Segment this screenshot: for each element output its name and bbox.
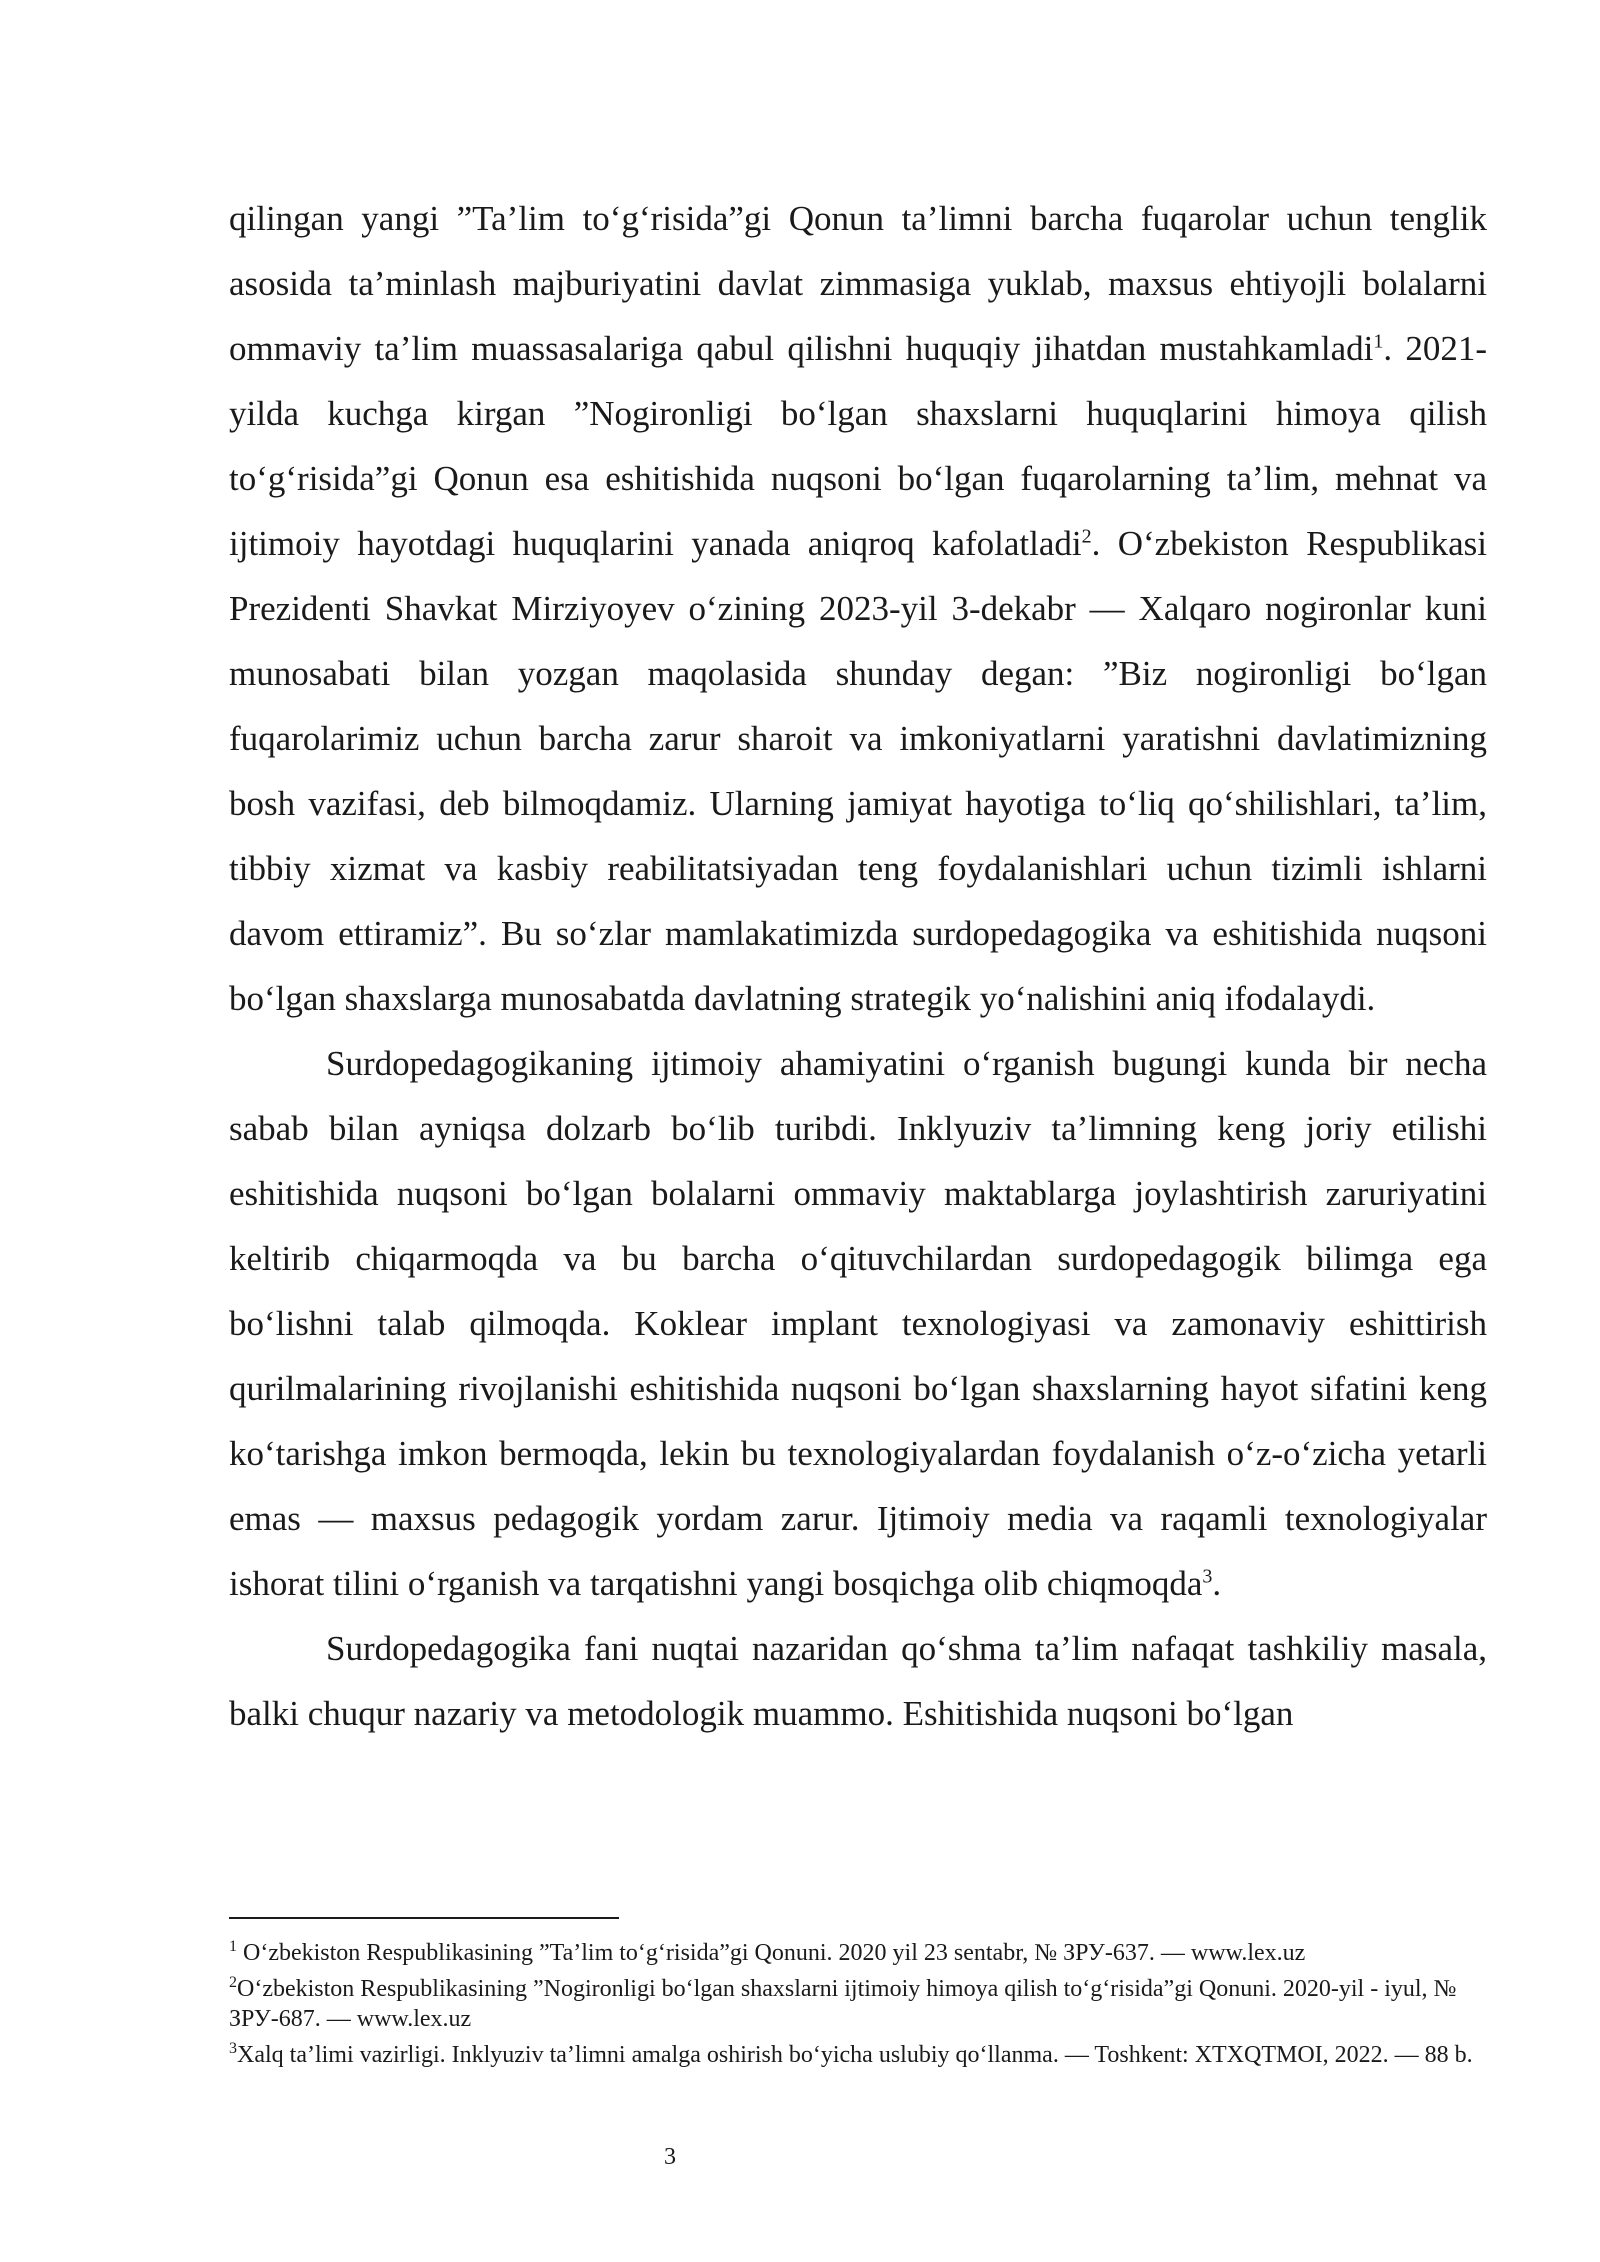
footnote-text-3: Xalq ta’limi vazirligi. Inklyuziv ta’limni amalga oshirish bo‘yicha uslubiy qo‘llanma. — Toshkent: XTXQTMOI, 2022. — 88 b. (237, 2042, 1473, 2068)
footnote-ref-1[interactable]: 1 (1373, 330, 1384, 353)
footnote-text-2: O‘zbekiston Respublikasining ”Nogironligi bo‘lgan shaxslarni ijtimoiy himoya qilish to‘g‘risida”gi Qonuni. 2020-yil - iyul, № ЗРУ-687. — www.lex.uz (229, 1976, 1457, 2032)
footnote-2 (229, 1974, 1487, 2034)
footnote-separator (229, 1917, 619, 1919)
footnote-ref-3[interactable]: 3 (1202, 1565, 1213, 1588)
paragraph-2-text-2: . (1212, 1564, 1222, 1603)
footnote-marker-1: 1 (229, 1938, 237, 1955)
footnote-marker-3: 3 (229, 2040, 237, 2057)
paragraph-2 (229, 1031, 1487, 1616)
page-number: 3 (664, 2144, 676, 2170)
footnote-marker-2: 2 (229, 1974, 237, 1991)
footnote-ref-2[interactable]: 2 (1081, 525, 1092, 548)
footnote-3 (229, 2040, 1487, 2070)
footnotes (229, 1938, 1487, 2076)
body-text (229, 186, 1487, 1746)
paragraph-3 (229, 1616, 1487, 1746)
paragraph-1 (229, 186, 1487, 1031)
paragraph-2-text-1: Surdopedagogikaning ijtimoiy ahamiyatini o‘rganish bugungi kunda bir necha sabab bilan ayniqsa dolzarb bo‘lib turibdi. Inklyuziv ta’limning keng joriy etilishi eshitishida nuqsoni bo‘lgan bolalarni ommaviy maktablarga joylashtirish zaruriyatini keltirib chiqarmoqda va bu barcha o‘qituvchilardan surdopedagogik bilimga ega bo‘lishni talab qilmoqda. Koklear implant texnologiyasi va zamonaviy eshittirish qurilmalarining rivojlanishi eshitishida nuqsoni bo‘lgan shaxslarning hayot sifatini keng ko‘tarishga imkon bermoqda, lekin bu texnologiyalardan foydalanish o‘z-o‘zicha yetarli emas — maxsus pedagogik yordam zarur. Ijtimoiy media va raqamli texnologiyalar ishorat tilini o‘rganish va tarqatishni yangi bosqichga olib chiqmoqda (229, 1044, 1487, 1603)
paragraph-1-text-3: . O‘zbekiston Respublikasi Prezidenti Shavkat Mirziyoyev o‘zining 2023-yil 3-dekabr — Xalqaro nogironlar kuni munosabati bilan yozgan maqolasida shunday degan: ”Biz nogironligi bo‘lgan fuqarolarimiz uchun barcha zarur sharoit va imkoniyatlarni yaratishni davlatimizning bosh vazifasi, deb bilmoqdamiz. Ularning jamiyat hayotiga to‘liq qo‘shilishlari, ta’lim, tibbiy xizmat va kasbiy reabilitatsiyadan teng foydalanishlari uchun tizimli ishlarni davom ettiramiz”. Bu so‘zlar mamlakatimizda surdopedagogika va eshitishida nuqsoni bo‘lgan shaxslarga munosabatda davlatning strategik yo‘nalishini aniq ifodalaydi. (229, 524, 1487, 1018)
footnote-text-1: O‘zbekiston Respublikasining ”Ta’lim to‘g‘risida”gi Qonuni. 2020 yil 23 sentabr, № ЗРУ-637. — www.lex.uz (237, 1940, 1306, 1966)
paragraph-3-text-1: Surdopedagogika fani nuqtai nazaridan qo‘shma ta’lim nafaqat tashkiliy masala, balki chuqur nazariy va metodologik muammo. Eshitishida nuqsoni bo‘lgan (229, 1629, 1487, 1733)
paragraph-1-text-2: . 2021-yilda kuchga kirgan ”Nogironligi bo‘lgan shaxslarni huquqlarini himoya qilish to‘g‘risida”gi Qonun esa eshitishida nuqsoni bo‘lgan fuqarolarning ta’lim, mehnat va ijtimoiy hayotdagi huquqlarini yanada aniqroq kafolatladi (229, 329, 1487, 563)
paragraph-1-text-1: qilingan yangi ”Ta’lim to‘g‘risida”gi Qonun ta’limni barcha fuqarolar uchun tenglik asosida ta’minlash majburiyatini davlat zimmasiga yuklab, maxsus ehtiyojli bolalarni ommaviy ta’lim muassasalariga qabul qilishni huquqiy jihatdan mustahkamladi (229, 199, 1487, 368)
footnote-1 (229, 1938, 1487, 1968)
